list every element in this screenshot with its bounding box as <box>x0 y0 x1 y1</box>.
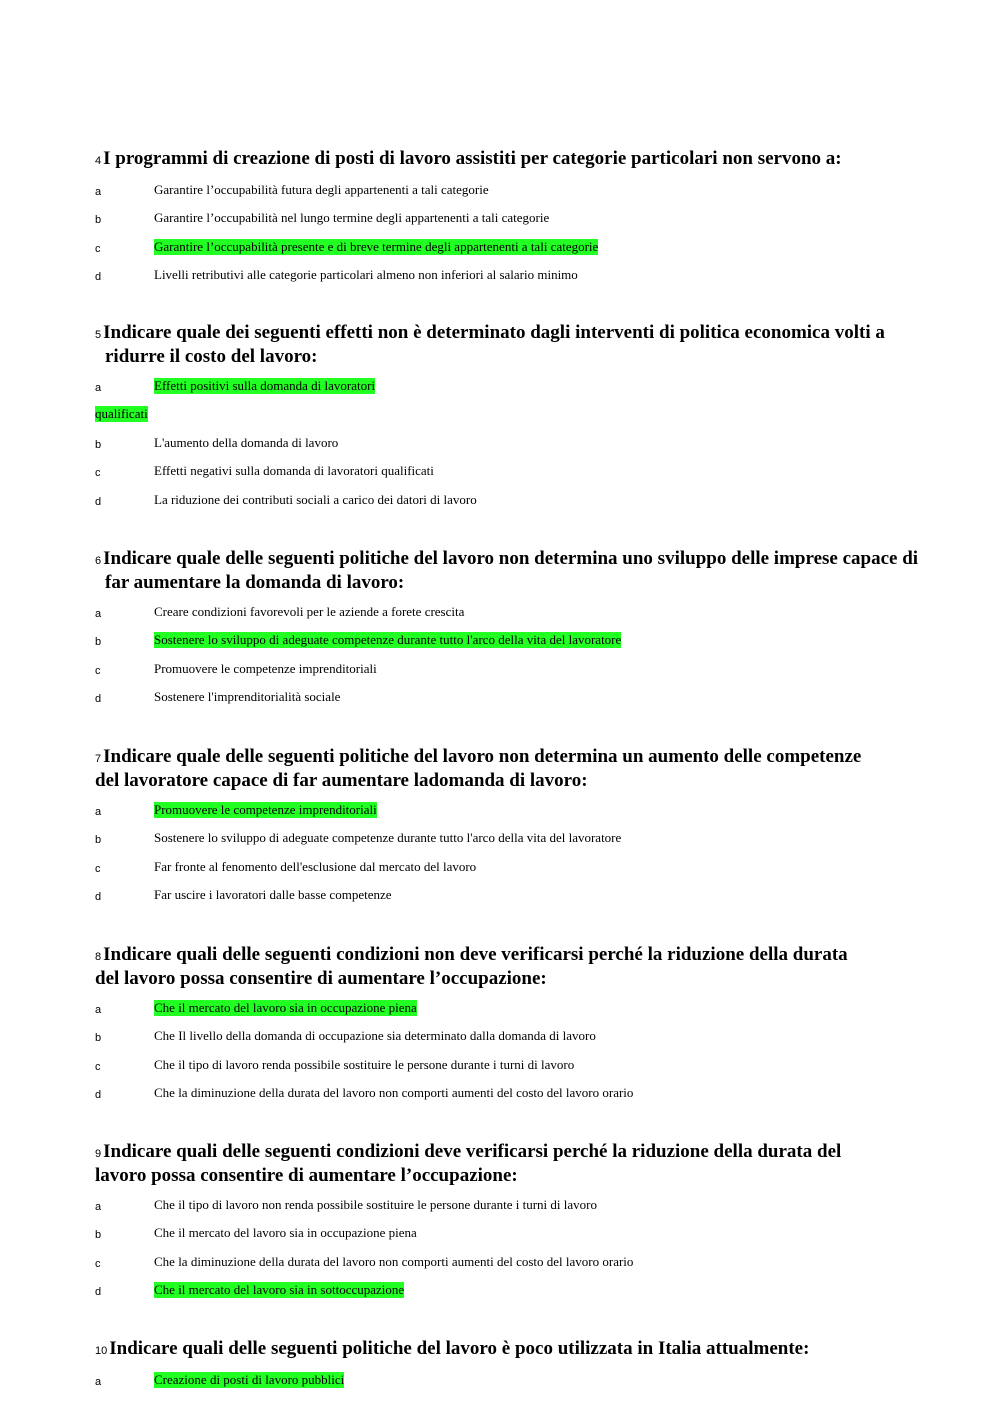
option-letter: b <box>95 1229 102 1242</box>
answer-option <box>95 1250 955 1278</box>
answer-option <box>95 855 955 883</box>
question-number: 9 <box>95 1148 102 1160</box>
answer-option <box>95 1193 955 1221</box>
question-number: 6 <box>95 555 102 567</box>
option-text: Effetti negativi sulla domanda di lavoratori qualificati <box>154 463 434 479</box>
answer-option <box>95 263 955 291</box>
option-letter: b <box>95 438 102 451</box>
answer-options <box>95 600 955 714</box>
answer-option-correct <box>95 1278 955 1306</box>
answer-option-correct <box>95 1368 955 1396</box>
option-letter: c <box>95 862 101 875</box>
option-text-highlighted: Che il mercato del lavoro sia in occupazione piena <box>154 1000 417 1015</box>
answer-options <box>95 374 955 516</box>
answer-option-correct <box>95 628 955 656</box>
question-heading <box>95 322 955 368</box>
answer-option <box>95 883 955 911</box>
option-letter: a <box>95 382 102 394</box>
answer-option <box>95 1053 955 1081</box>
option-letter: d <box>95 891 102 904</box>
option-letter: d <box>95 693 102 706</box>
option-letter: a <box>95 1004 102 1016</box>
question-text: Indicare quali delle seguenti politiche del lavoro è poco utilizzata in Italia attualmente: <box>109 1338 810 1359</box>
question-heading <box>95 746 955 792</box>
option-letter: b <box>95 214 102 227</box>
question-5 <box>95 322 955 516</box>
option-letter: b <box>95 1032 102 1045</box>
option-letter: c <box>95 1060 101 1073</box>
question-text-continued: del lavoro possa consentire di aumentare l’occupazione: <box>95 968 547 989</box>
option-text: Garantire l’occupabilità nel lungo termine degli appartenenti a tali categorie <box>154 210 550 226</box>
answer-option <box>95 459 955 487</box>
question-text-continued: lavoro possa consentire di aumentare l’occupazione: <box>95 1165 518 1186</box>
question-4 <box>95 148 955 292</box>
answer-option-continuation <box>95 402 955 430</box>
option-text: Promuovere le competenze imprenditoriali <box>154 660 377 676</box>
question-number: 5 <box>95 329 102 341</box>
answer-option-correct <box>95 235 955 263</box>
question-text-continued: del lavoratore capace di far aumentare ladomanda di lavoro: <box>95 770 588 791</box>
option-text: Sostenere l'imprenditorialità sociale <box>154 689 341 705</box>
answer-option <box>95 488 955 516</box>
question-9 <box>95 1141 955 1307</box>
question-number: 10 <box>95 1345 108 1357</box>
option-letter: b <box>95 636 102 649</box>
option-text: Creare condizioni favorevoli per le aziende a forete crescita <box>154 604 465 619</box>
question-text: Indicare quale dei seguenti effetti non è determinato dagli interventi di politica economica volti a <box>103 322 885 343</box>
option-text-highlighted: Sostenere lo sviluppo di adeguate competenze durante tutto l'arco della vita del lavoratore <box>154 632 622 648</box>
question-number: 4 <box>95 155 102 167</box>
answer-option-correct <box>95 996 955 1024</box>
question-text: I programmi di creazione di posti di lavoro assistiti per categorie particolari non servono a: <box>103 148 842 169</box>
answer-option-correct <box>95 798 955 826</box>
answer-options <box>95 996 955 1110</box>
question-7 <box>95 746 955 912</box>
option-text: Che il tipo di lavoro renda possibile sostituire le persone durante i turni di lavoro <box>154 1056 575 1072</box>
option-letter: c <box>95 664 101 677</box>
option-text-highlighted: Che il mercato del lavoro sia in sottoccupazione <box>154 1282 405 1298</box>
question-heading <box>95 1338 955 1362</box>
option-text-highlighted: Garantire l’occupabilità presente e di breve termine degli appartenenti a tali categorie <box>154 238 599 254</box>
question-heading <box>95 1141 955 1187</box>
answer-options <box>95 1368 955 1396</box>
question-text-continued: far aumentare la domanda di lavoro: <box>105 572 405 593</box>
option-text: L'aumento della domanda di lavoro <box>154 434 339 450</box>
answer-option <box>95 1221 955 1249</box>
question-number: 8 <box>95 951 102 963</box>
option-text: Che il tipo di lavoro non renda possibile sostituire le persone durante i turni di lavoro <box>154 1197 597 1212</box>
option-letter: a <box>95 1201 102 1213</box>
answer-options <box>95 798 955 912</box>
question-text: Indicare quale delle seguenti politiche del lavoro non determina uno sviluppo delle imprese capace di <box>103 548 919 569</box>
question-text: Indicare quale delle seguenti politiche del lavoro non determina un aumento delle competenze <box>103 746 862 767</box>
question-heading <box>95 548 955 594</box>
answer-option <box>95 1024 955 1052</box>
option-text: Livelli retributivi alle categorie particolari almeno non inferiori al salario minimo <box>154 267 578 283</box>
option-letter: a <box>95 608 102 620</box>
answer-option <box>95 1081 955 1109</box>
option-letter: b <box>95 834 102 847</box>
answer-option <box>95 178 955 206</box>
option-text: Sostenere lo sviluppo di adeguate competenze durante tutto l'arco della vita del lavoratore <box>154 830 622 846</box>
option-letter: a <box>95 186 102 198</box>
question-6 <box>95 548 955 714</box>
question-number: 7 <box>95 753 102 765</box>
answer-option <box>95 685 955 713</box>
option-text: Garantire l’occupabilità futura degli appartenenti a tali categorie <box>154 182 489 197</box>
option-letter: a <box>95 1376 102 1388</box>
option-letter: d <box>95 495 102 508</box>
question-text-continued: ridurre il costo del lavoro: <box>105 346 318 367</box>
option-letter: d <box>95 1286 102 1299</box>
option-text-highlighted: Creazione di posti di lavoro pubblici <box>154 1372 345 1387</box>
option-letter: c <box>95 467 101 480</box>
question-8 <box>95 944 955 1110</box>
answer-option <box>95 431 955 459</box>
answer-option-correct <box>95 374 955 402</box>
option-letter: d <box>95 1089 102 1102</box>
question-heading <box>95 944 955 990</box>
option-text: Che Il livello della domanda di occupazione sia determinato dalla domanda di lavoro <box>154 1028 596 1044</box>
answer-options <box>95 1193 955 1307</box>
question-heading <box>95 148 955 172</box>
option-text: La riduzione dei contributi sociali a carico dei datori di lavoro <box>154 491 477 507</box>
option-text: Che la diminuzione della durata del lavoro non comporti aumenti del costo del lavoro orario <box>154 1085 634 1101</box>
question-text: Indicare quali delle seguenti condizioni non deve verificarsi perché la riduzione della durata <box>103 944 848 965</box>
option-text-highlighted: Promuovere le competenze imprenditoriali <box>154 802 377 817</box>
option-letter: c <box>95 242 101 255</box>
question-10 <box>95 1338 955 1396</box>
option-letter: d <box>95 271 102 284</box>
answer-option <box>95 826 955 854</box>
answer-option <box>95 657 955 685</box>
option-text-highlighted: Effetti positivi sulla domanda di lavoratori <box>154 378 376 393</box>
answer-option <box>95 600 955 628</box>
answer-option <box>95 206 955 234</box>
option-text: Che la diminuzione della durata del lavoro non comporti aumenti del costo del lavoro orario <box>154 1253 634 1269</box>
option-text: Far uscire i lavoratori dalle basse competenze <box>154 887 392 903</box>
option-text-highlighted: qualificati <box>95 406 148 422</box>
answer-options <box>95 178 955 292</box>
option-text: Far fronte al fenomento dell'esclusione dal mercato del lavoro <box>154 858 477 874</box>
question-text: Indicare quali delle seguenti condizioni deve verificarsi perché la riduzione della durata del <box>103 1141 842 1162</box>
option-letter: c <box>95 1257 101 1270</box>
option-letter: a <box>95 806 102 818</box>
option-text: Che il mercato del lavoro sia in occupazione piena <box>154 1225 417 1241</box>
